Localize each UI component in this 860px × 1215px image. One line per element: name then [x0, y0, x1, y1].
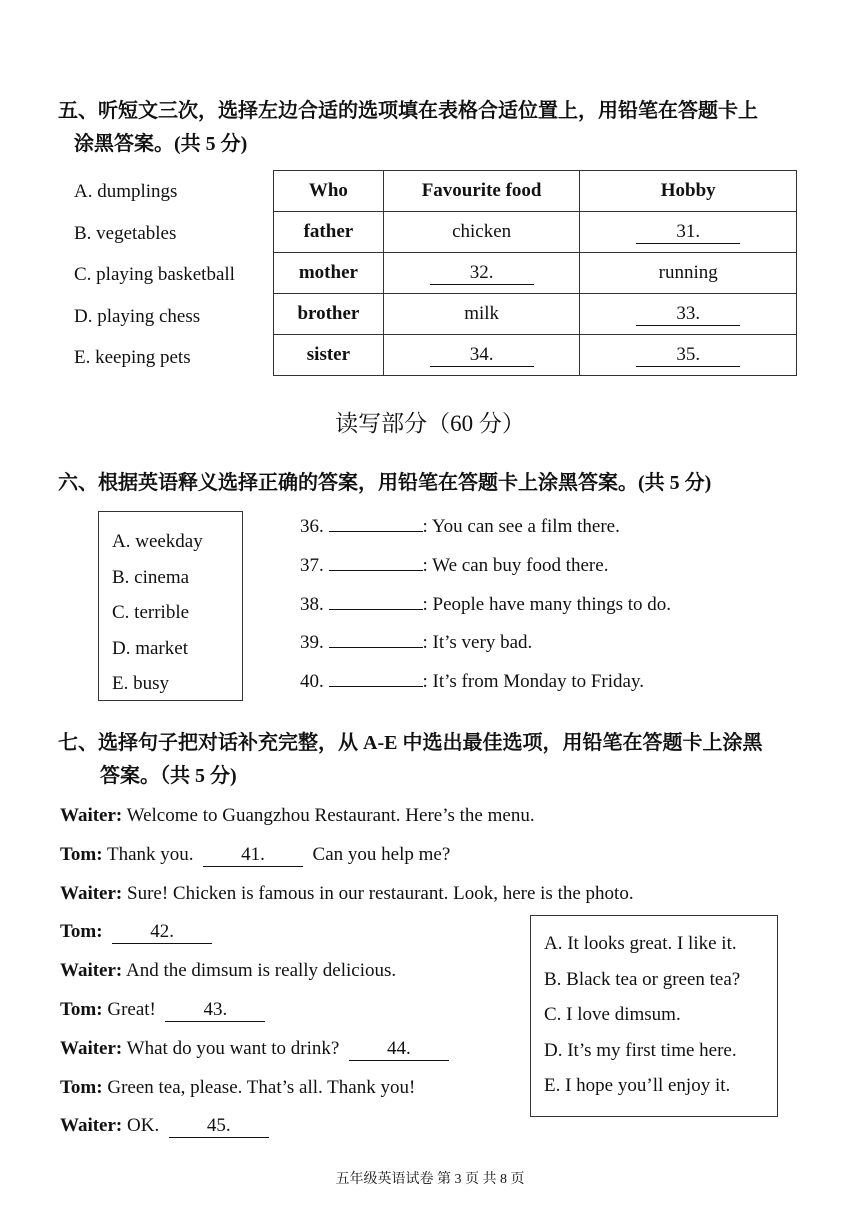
cell-food — [383, 253, 580, 294]
line-text: And the dimsum is really delicious. — [122, 960, 397, 982]
section5-heading-line1: 五、听短文三次，选择左边合适的选项填在表格合适位置上，用铅笔在答题卡上 — [58, 100, 758, 122]
favourite-table — [273, 170, 797, 376]
section6-options-box — [98, 511, 243, 701]
sentence-option-a: A. It looks great. I like it. — [544, 933, 737, 954]
table-row — [274, 212, 797, 253]
section5-heading-line2: 涂黑答案。(共 5 分) — [74, 133, 248, 155]
answer-blank: 44. — [349, 1038, 449, 1061]
definition-item — [300, 554, 671, 593]
option-d: D. playing chess — [74, 305, 201, 327]
cell-hobby — [580, 335, 797, 376]
answer-blank: 32. — [430, 262, 534, 285]
header-who: Who — [274, 171, 384, 212]
answer-blank: 43. — [165, 999, 265, 1022]
word-option-c: C. terrible — [112, 602, 190, 623]
line-text: OK. — [122, 1115, 160, 1137]
word-option-e: E. busy — [112, 673, 169, 694]
section5-options — [74, 180, 235, 388]
answer-blank: 42. — [112, 921, 212, 944]
cell-who: brother — [274, 294, 384, 335]
section6-heading: 六、根据英语释义选择正确的答案，用铅笔在答题卡上涂黑答案。(共 5 分) — [58, 472, 712, 494]
dialogue-line — [60, 842, 634, 881]
cell-food: chicken — [383, 212, 580, 253]
answer-blank: 31. — [636, 221, 740, 244]
header-hobby: Hobby — [580, 171, 797, 212]
definition-text: : We can buy food there. — [422, 554, 609, 576]
item-number: 36. — [300, 516, 324, 537]
section6-items — [300, 515, 671, 709]
page-footer: 五年级英语试卷 第 3 页 共 8 页 — [335, 1172, 525, 1187]
line-text: Green tea, please. That’s all. Thank you! — [102, 1076, 416, 1098]
table-header-row — [274, 171, 797, 212]
cell-hobby: running — [580, 253, 797, 294]
item-number: 38. — [300, 593, 324, 615]
item-number: 40. — [300, 671, 324, 693]
answer-blank — [329, 531, 423, 532]
cell-who: sister — [274, 335, 384, 376]
answer-blank: 34. — [430, 344, 534, 367]
table-row — [274, 294, 797, 335]
speaker: Waiter: — [60, 882, 123, 904]
cell-food — [383, 335, 580, 376]
word-option-b: B. cinema — [112, 566, 190, 588]
answer-blank: 33. — [636, 303, 740, 326]
definition-item — [300, 670, 671, 709]
answer-blank — [329, 647, 423, 648]
line-text: Sure! Chicken is famous in our restaurant. Look, here is the photo. — [122, 882, 634, 904]
line-text: Thank you. — [102, 843, 194, 865]
answer-blank: 45. — [169, 1115, 269, 1138]
speaker: Tom: — [60, 921, 103, 943]
speaker: Waiter: — [60, 1037, 123, 1059]
speaker: Tom: — [60, 1076, 103, 1098]
definition-item — [300, 631, 671, 670]
answer-blank — [329, 570, 423, 571]
line-text: What do you want to drink? — [122, 1037, 340, 1059]
word-option-a: A. weekday — [112, 531, 203, 552]
sentence-option-d: D. It’s my first time here. — [544, 1039, 737, 1061]
answer-blank: 35. — [636, 344, 740, 367]
speaker: Waiter: — [60, 960, 123, 982]
speaker: Waiter: — [60, 805, 123, 826]
line-text: Great! — [102, 998, 156, 1020]
option-c: C. playing basketball — [74, 264, 235, 285]
definition-text: : You can see a film there. — [422, 516, 620, 537]
cell-who: mother — [274, 253, 384, 294]
cell-hobby — [580, 212, 797, 253]
section7-options-box — [530, 915, 778, 1117]
speaker: Tom: — [60, 998, 103, 1020]
answer-blank — [329, 686, 423, 687]
section7-heading-line1: 七、选择句子把对话补充完整，从 A-E 中选出最佳选项，用铅笔在答题卡上涂黑 — [58, 732, 763, 754]
speaker: Tom: — [60, 843, 103, 865]
option-a: A. dumplings — [74, 181, 178, 202]
table-row — [274, 253, 797, 294]
definition-item — [300, 593, 671, 632]
item-number: 37. — [300, 554, 324, 576]
definition-text: : People have many things to do. — [422, 593, 672, 615]
dialogue-line — [60, 803, 634, 842]
option-b: B. vegetables — [74, 222, 177, 244]
word-option-d: D. market — [112, 637, 188, 659]
part-title: 读写部分（60 分） — [335, 411, 525, 436]
speaker: Waiter: — [60, 1115, 123, 1137]
header-food: Favourite food — [383, 171, 580, 212]
definition-text: : It’s very bad. — [422, 632, 533, 654]
cell-hobby — [580, 294, 797, 335]
cell-who: father — [274, 212, 384, 253]
definition-item — [300, 515, 671, 554]
line-text: Welcome to Guangzhou Restaurant. Here’s the menu. — [122, 805, 535, 826]
option-e: E. keeping pets — [74, 347, 191, 368]
cell-food: milk — [383, 294, 580, 335]
item-number: 39. — [300, 632, 324, 654]
dialogue-line — [60, 881, 634, 920]
section7-heading-line2: 答案。（共 5 分) — [100, 765, 237, 787]
sentence-option-b: B. Black tea or green tea? — [544, 968, 741, 990]
line-text-after: Can you help me? — [312, 843, 451, 865]
sentence-option-e: E. I hope you’ll enjoy it. — [544, 1075, 731, 1096]
answer-blank — [329, 609, 423, 610]
definition-text: : It’s from Monday to Friday. — [422, 671, 644, 693]
sentence-option-c: C. I love dimsum. — [544, 1004, 681, 1025]
answer-blank: 41. — [203, 844, 303, 867]
table-row — [274, 335, 797, 376]
dialogue-line — [60, 1113, 634, 1152]
